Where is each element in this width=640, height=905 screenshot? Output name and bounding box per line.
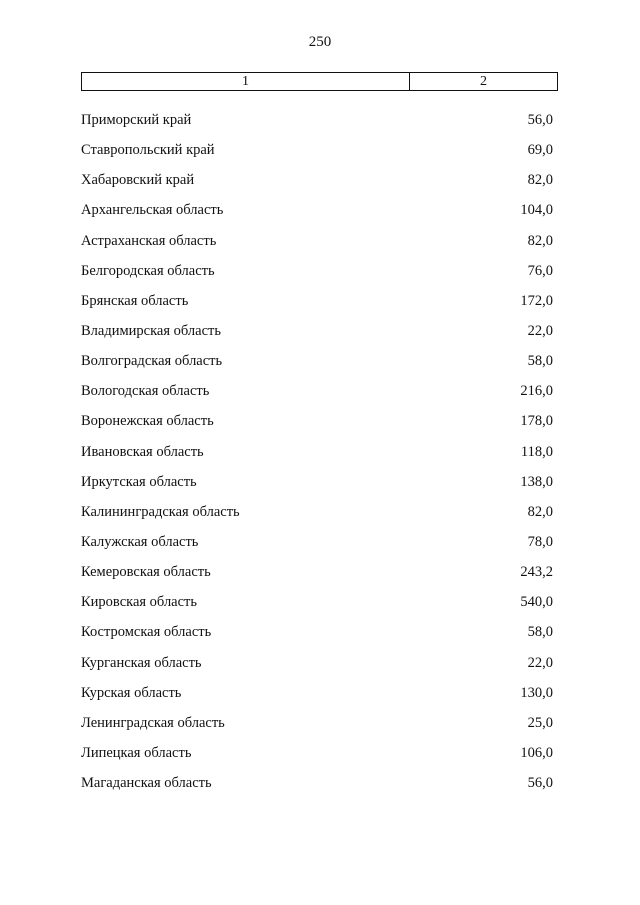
region-name: Владимирская область	[81, 322, 221, 339]
table-row	[81, 263, 553, 293]
region-value: 22,0	[527, 322, 553, 339]
region-value: 69,0	[527, 142, 553, 159]
region-value: 25,0	[527, 714, 553, 731]
region-value: 104,0	[520, 202, 553, 219]
table-row	[81, 564, 553, 594]
region-list	[81, 112, 553, 805]
region-value: 130,0	[520, 684, 553, 701]
region-value: 58,0	[527, 624, 553, 641]
table-row	[81, 202, 553, 232]
table-row	[81, 142, 553, 172]
region-value: 82,0	[527, 503, 553, 520]
region-name: Воронежская область	[81, 413, 214, 430]
region-name: Вологодская область	[81, 383, 210, 400]
region-value: 76,0	[527, 262, 553, 279]
region-name: Иркутская область	[81, 473, 197, 490]
region-name: Приморский край	[81, 112, 192, 128]
table-row	[81, 594, 553, 624]
table-row	[81, 293, 553, 323]
region-name: Астраханская область	[81, 232, 217, 249]
region-value: 78,0	[527, 533, 553, 550]
table-row	[81, 504, 553, 534]
column-header-2: 2	[480, 74, 487, 89]
table-row	[81, 353, 553, 383]
region-value: 118,0	[520, 443, 553, 460]
page-number: 250	[308, 34, 332, 50]
table-row	[81, 685, 553, 715]
region-value: 172,0	[520, 292, 553, 309]
region-name: Волгоградская область	[81, 353, 223, 370]
table-row	[81, 172, 553, 202]
region-name: Белгородская область	[81, 262, 215, 279]
region-value: 540,0	[520, 594, 553, 611]
region-name: Липецкая область	[81, 744, 192, 761]
region-value: 82,0	[527, 232, 553, 249]
region-name: Костромская область	[81, 624, 212, 641]
region-value: 82,0	[527, 172, 553, 189]
table-row	[81, 775, 553, 805]
table-row	[81, 323, 553, 353]
column-header-row	[81, 72, 558, 91]
region-name: Ставропольский край	[81, 142, 215, 159]
region-name: Кемеровская область	[81, 564, 211, 581]
region-value: 22,0	[527, 654, 553, 671]
region-name: Ивановская область	[81, 443, 204, 460]
table-row	[81, 655, 553, 685]
region-value: 138,0	[520, 473, 553, 490]
table-row	[81, 444, 553, 474]
region-name: Хабаровский край	[81, 172, 195, 189]
table-row	[81, 112, 553, 142]
region-value: 56,0	[527, 775, 553, 792]
region-name: Ленинградская область	[81, 714, 225, 731]
table-row	[81, 474, 553, 504]
region-value: 178,0	[520, 413, 553, 430]
region-value: 56,0	[527, 112, 553, 128]
region-name: Курганская область	[81, 654, 202, 671]
table-row	[81, 233, 553, 263]
region-name: Магаданская область	[81, 775, 212, 792]
region-name: Курская область	[81, 684, 182, 701]
table-row	[81, 383, 553, 413]
region-value: 106,0	[520, 744, 553, 761]
table-row	[81, 534, 553, 564]
table-row	[81, 715, 553, 745]
region-value: 58,0	[527, 353, 553, 370]
table-row	[81, 413, 553, 443]
region-name: Калининградская область	[81, 503, 240, 520]
column-header-1: 1	[82, 73, 410, 90]
table-row	[81, 624, 553, 654]
region-name: Кировская область	[81, 594, 198, 611]
region-name: Архангельская область	[81, 202, 224, 219]
region-value: 243,2	[520, 564, 553, 581]
table-row	[81, 745, 553, 775]
region-value: 216,0	[520, 383, 553, 400]
region-name: Брянская область	[81, 292, 189, 309]
region-name: Калужская область	[81, 533, 199, 550]
